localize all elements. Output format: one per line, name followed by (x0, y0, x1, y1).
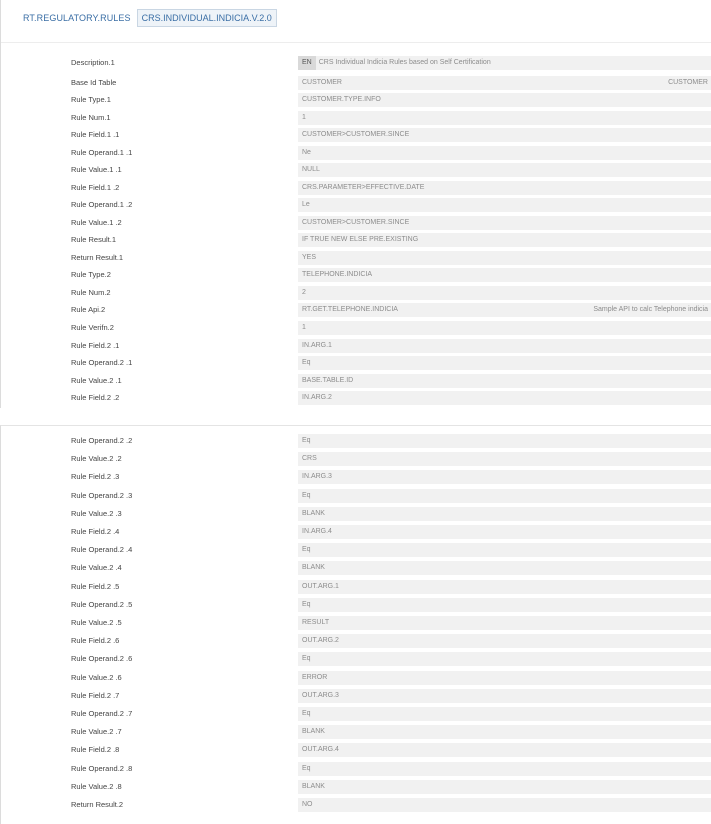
field-value[interactable]: Eq (298, 356, 711, 370)
field-row (1, 452, 711, 466)
field-value[interactable]: IF TRUE NEW ELSE PRE.EXISTING (298, 233, 711, 247)
field-value[interactable]: BLANK (298, 725, 711, 739)
rule-api-value: RT.GET.TELEPHONE.INDICIA (302, 306, 398, 313)
rule-api-enrichment: Sample API to calc Telephone indicia (593, 306, 708, 313)
field-label: Description.1 (71, 58, 115, 67)
field-label: Rule Field.1 .2 (71, 182, 120, 192)
field-label: Rule Value.1 .2 (71, 217, 122, 227)
field-label: Rule Field.2 .5 (71, 581, 120, 591)
field-row (1, 128, 711, 142)
field-value[interactable]: OUT.ARG.2 (298, 634, 711, 648)
field-label: Rule Operand.2 .4 (71, 545, 133, 555)
field-row (1, 780, 711, 794)
field-row (1, 163, 711, 177)
field-value[interactable]: Le (298, 198, 711, 212)
field-label: Rule Value.2 .8 (71, 781, 122, 791)
field-row (1, 616, 711, 630)
field-label: Base Id Table (71, 78, 117, 87)
field-value[interactable]: Eq (298, 652, 711, 666)
field-value[interactable]: TELEPHONE.INDICIA (298, 268, 711, 282)
field-label: Rule Operand.2 .1 (71, 358, 133, 367)
field-label: Rule Operand.1 .1 (71, 147, 133, 157)
field-label: Rule Value.1 .1 (71, 165, 122, 174)
field-label: Rule Operand.2 .3 (71, 490, 133, 500)
field-row (1, 561, 711, 575)
section-gap (0, 408, 711, 425)
field-row (1, 434, 711, 448)
field-row (1, 707, 711, 721)
base-id-table-field[interactable] (298, 76, 711, 90)
field-row (1, 268, 711, 282)
field-row (1, 251, 711, 265)
field-row (1, 233, 711, 247)
field-label: Rule Value.2 .5 (71, 618, 122, 627)
field-value[interactable]: CUSTOMER>CUSTOMER.SINCE (298, 216, 711, 230)
field-value[interactable]: Eq (298, 598, 711, 612)
field-label: Rule Field.2 .2 (71, 393, 120, 402)
field-label: Rule Value.2 .2 (71, 454, 122, 464)
field-row (1, 598, 711, 612)
field-row (1, 470, 711, 484)
field-row (1, 181, 711, 195)
rule-api-field[interactable] (298, 303, 711, 317)
field-value[interactable]: BLANK (298, 507, 711, 521)
field-value[interactable]: Eq (298, 707, 711, 721)
field-row (1, 216, 711, 230)
field-row (1, 743, 711, 757)
field-value[interactable]: OUT.ARG.4 (298, 743, 711, 757)
field-value[interactable]: Ne (298, 146, 711, 160)
field-value[interactable]: Eq (298, 543, 711, 557)
description-field[interactable] (298, 56, 711, 70)
field-value[interactable]: 1 (298, 321, 711, 335)
field-row (1, 689, 711, 703)
field-row (1, 525, 711, 539)
field-value[interactable]: Eq (298, 762, 711, 776)
field-value[interactable]: Eq (298, 489, 711, 503)
field-row (1, 198, 711, 212)
field-label: Rule Result.1 (71, 235, 117, 244)
field-row-description (1, 56, 711, 70)
field-value[interactable]: IN.ARG.2 (298, 391, 711, 405)
field-label: Return Result.2 (71, 800, 124, 809)
field-label: Rule Num.2 (71, 287, 111, 297)
field-label: Rule Value.2 .4 (71, 563, 122, 573)
field-value[interactable]: NO (298, 798, 711, 812)
record-panel-top (0, 0, 711, 408)
field-label: Rule Operand.1 .2 (71, 200, 133, 209)
field-label: Return Result.1 (71, 252, 124, 262)
breadcrumb (23, 9, 277, 27)
field-row (1, 339, 711, 353)
field-row-base-id-table (1, 76, 711, 90)
header-divider (1, 42, 711, 43)
field-value[interactable]: OUT.ARG.1 (298, 580, 711, 594)
field-label: Rule Type.1 (71, 95, 111, 104)
field-value[interactable]: CUSTOMER.TYPE.INFO (298, 93, 711, 107)
field-value[interactable]: NULL (298, 163, 711, 177)
field-row-rule-api (1, 303, 711, 317)
field-row (1, 489, 711, 503)
field-row (1, 507, 711, 521)
base-id-table-enrichment: CUSTOMER (668, 79, 708, 86)
field-label: Rule Verifn.2 (71, 323, 114, 332)
field-value[interactable]: IN.ARG.4 (298, 525, 711, 539)
field-value[interactable]: BLANK (298, 561, 711, 575)
field-value[interactable]: CRS.PARAMETER>EFFECTIVE.DATE (298, 181, 711, 195)
field-label: Rule Field.2 .7 (71, 690, 120, 700)
field-value[interactable]: BLANK (298, 780, 711, 794)
field-value[interactable]: YES (298, 251, 711, 265)
field-row (1, 634, 711, 648)
field-label: Rule Operand.2 .2 (71, 436, 133, 445)
field-label: Rule Field.2 .8 (71, 745, 120, 755)
field-label: Rule Operand.2 .8 (71, 763, 133, 773)
field-row (1, 725, 711, 739)
field-row (1, 391, 711, 405)
field-row (1, 93, 711, 107)
field-label: Rule Api.2 (71, 305, 106, 314)
field-value[interactable]: 2 (298, 286, 711, 300)
field-row (1, 321, 711, 335)
field-label: Rule Operand.2 .5 (71, 599, 133, 609)
field-value[interactable]: BASE.TABLE.ID (298, 374, 711, 388)
record-panel-bottom (0, 425, 711, 824)
field-label: Rule Operand.2 .7 (71, 709, 133, 718)
field-label: Rule Operand.2 .6 (71, 654, 133, 664)
field-row (1, 652, 711, 666)
description-value: CRS Individual Indicia Rules based on Self Certification (318, 59, 491, 66)
field-value[interactable]: CRS (298, 452, 711, 466)
field-label: Rule Value.2 .6 (71, 672, 122, 682)
field-label: Rule Num.1 (71, 112, 111, 122)
field-label: Rule Field.2 .3 (71, 472, 120, 482)
application-name-link[interactable]: RT.REGULATORY.RULES (23, 13, 131, 23)
field-value[interactable]: IN.ARG.3 (298, 470, 711, 484)
field-label: Rule Field.2 .1 (71, 340, 120, 350)
field-label: Rule Field.2 .4 (71, 527, 120, 536)
field-row (1, 111, 711, 125)
field-label: Rule Value.2 .7 (71, 727, 122, 737)
field-row (1, 286, 711, 300)
field-value[interactable]: 1 (298, 111, 711, 125)
field-label: Rule Type.2 (71, 270, 111, 279)
field-label: Rule Value.2 .1 (71, 375, 122, 385)
field-value[interactable]: OUT.ARG.3 (298, 689, 711, 703)
record-id-tab[interactable]: CRS.INDIVIDUAL.INDICIA.V.2.0 (137, 9, 277, 27)
field-value[interactable]: IN.ARG.1 (298, 339, 711, 353)
field-value[interactable]: Eq (298, 434, 711, 448)
field-label: Rule Value.2 .3 (71, 508, 122, 518)
field-row (1, 762, 711, 776)
field-row (1, 356, 711, 370)
field-row (1, 580, 711, 594)
field-row (1, 671, 711, 685)
field-row (1, 798, 711, 812)
field-value[interactable]: ERROR (298, 671, 711, 685)
field-label: Rule Field.1 .1 (71, 130, 120, 139)
base-id-table-value: CUSTOMER (302, 79, 342, 86)
field-value[interactable]: CUSTOMER>CUSTOMER.SINCE (298, 128, 711, 142)
field-label: Rule Field.2 .6 (71, 636, 120, 646)
field-row (1, 374, 711, 388)
field-row (1, 543, 711, 557)
language-badge[interactable]: EN (298, 56, 316, 70)
field-value[interactable]: RESULT (298, 616, 711, 630)
field-row (1, 146, 711, 160)
